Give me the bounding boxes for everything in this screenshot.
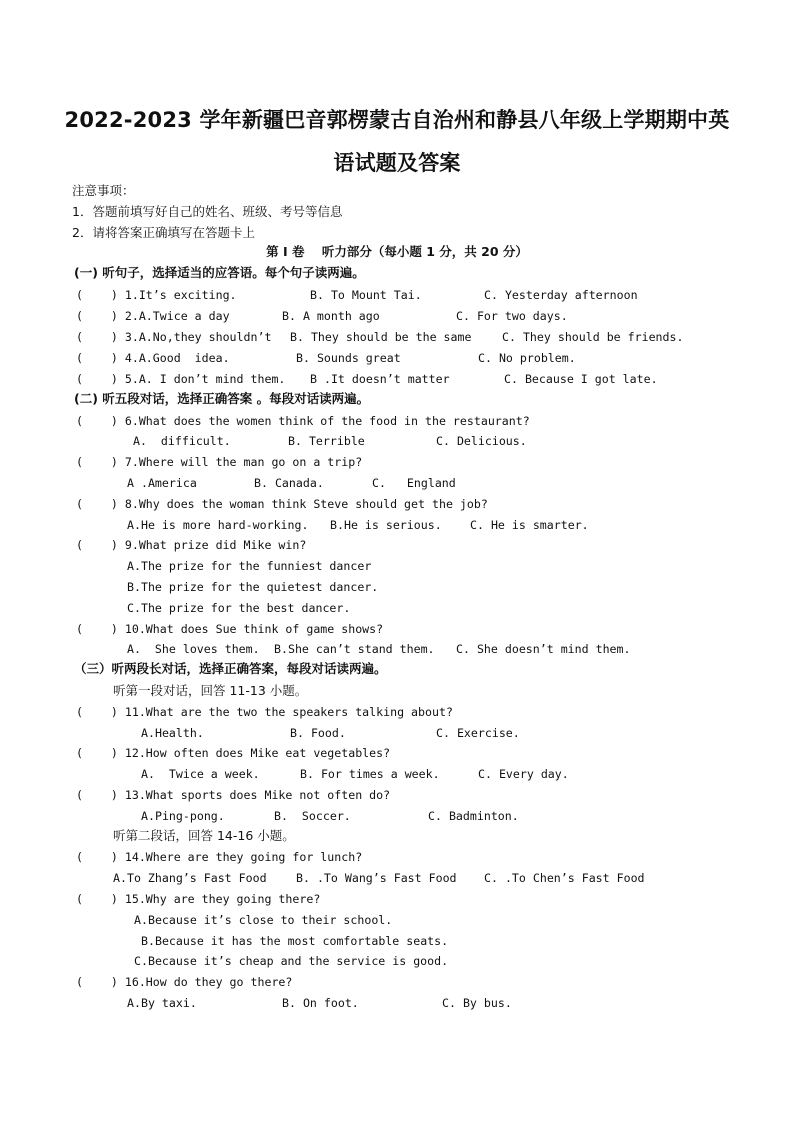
option: A. difficult.	[133, 434, 231, 448]
question-stem: ( ) 10.What does Sue think of game shows?	[76, 622, 384, 636]
option: B. They should be the same	[290, 330, 472, 344]
option: C.The prize for the best dancer.	[127, 601, 351, 615]
section-1-heading: (一) 听句子，选择适当的应答语。每个句子读两遍。	[74, 265, 365, 280]
option: A.By taxi.	[127, 996, 197, 1010]
document-title-line2: 语试题及答案	[333, 151, 461, 175]
option: A .America	[127, 476, 197, 490]
option: A. She loves them.	[127, 642, 260, 656]
option: B. To Mount Tai.	[310, 288, 422, 302]
option: C. For two days.	[456, 309, 568, 323]
option: C. Badminton.	[428, 809, 519, 823]
option: C. He is smarter.	[470, 518, 589, 532]
option: A.He is more hard-working.	[127, 518, 309, 532]
option: B .It doesn’t matter	[310, 372, 450, 386]
notice-item-1: 1．答题前填写好自己的姓名、班级、考号等信息	[72, 204, 343, 219]
question-stem: ( ) 5.A. I don’t mind them.	[76, 372, 286, 386]
dialog-1-instruction: 听第一段对话，回答 11-13 小题。	[113, 683, 308, 698]
question-stem: ( ) 11.What are the two the speakers talking about?	[76, 705, 453, 719]
option: A.To Zhang’s Fast Food	[113, 871, 267, 885]
document-title-line1: 2022-2023 学年新疆巴音郭楞蒙古自治州和静县八年级上学期期中英	[64, 108, 730, 132]
option: C. By bus.	[442, 996, 512, 1010]
notice-heading: 注意事项：	[72, 183, 135, 198]
section-2-heading: (二) 听五段对话，选择正确答案 。每段对话读两遍。	[74, 391, 370, 406]
question-stem: ( ) 8.Why does the woman think Steve should get the job?	[76, 497, 488, 511]
option: C. Yesterday afternoon	[484, 288, 638, 302]
question-stem: ( ) 13.What sports does Mike not often do?	[76, 788, 391, 802]
option: C. She doesn’t mind them.	[456, 642, 631, 656]
question-stem: ( ) 6.What does the women think of the food in the restaurant?	[76, 414, 530, 428]
option: B. Soccer.	[274, 809, 351, 823]
option: B. .To Wang’s Fast Food	[296, 871, 457, 885]
option: C. .To Chen’s Fast Food	[484, 871, 645, 885]
question-stem: ( ) 1.It’s exciting.	[76, 288, 237, 302]
option: A.Ping-pong.	[141, 809, 225, 823]
option: A.Health.	[141, 726, 204, 740]
question-stem: ( ) 12.How often does Mike eat vegetables?	[76, 746, 391, 760]
question-stem: ( ) 3.A.No,they shouldn’t	[76, 330, 272, 344]
option: C. Because I got late.	[504, 372, 658, 386]
option: C. They should be friends.	[502, 330, 684, 344]
option: B. On foot.	[282, 996, 359, 1010]
option: B. Food.	[290, 726, 346, 740]
notice-item-2: 2．请将答案正确填写在答题卡上	[72, 225, 255, 240]
option: C. Delicious.	[436, 434, 527, 448]
option: A.Because it’s close to their school.	[134, 913, 393, 927]
option: B. Terrible	[288, 434, 365, 448]
option: B. Sounds great	[296, 351, 401, 365]
option: B.Because it has the most comfortable seats.	[141, 934, 449, 948]
option: C. England	[372, 476, 456, 490]
section-3-heading: （三）听两段长对话，选择正确答案，每段对话读两遍。	[74, 661, 387, 676]
question-stem: ( ) 9.What prize did Mike win?	[76, 538, 307, 552]
question-stem: ( ) 16.How do they go there?	[76, 975, 293, 989]
option: C. No problem.	[478, 351, 576, 365]
question-stem: ( ) 4.A.Good idea.	[76, 351, 230, 365]
part-heading: 第 I 卷 听力部分（每小题 1 分，共 20 分）	[266, 244, 528, 259]
option: B. For times a week.	[300, 767, 440, 781]
option: A.The prize for the funniest dancer	[127, 559, 372, 573]
option: C.Because it’s cheap and the service is good.	[134, 954, 449, 968]
question-stem: ( ) 7.Where will the man go on a trip?	[76, 455, 363, 469]
option: B. A month ago	[282, 309, 380, 323]
dialog-2-instruction: 听第二段话，回答 14-16 小题。	[113, 828, 295, 843]
option: B.The prize for the quietest dancer.	[127, 580, 379, 594]
question-stem: ( ) 2.A.Twice a day	[76, 309, 230, 323]
option: C. Exercise.	[436, 726, 520, 740]
option: C. Every day.	[478, 767, 569, 781]
option: B.She can’t stand them.	[274, 642, 435, 656]
question-stem: ( ) 15.Why are they going there?	[76, 892, 321, 906]
option: B.He is serious.	[330, 518, 442, 532]
option: B. Canada.	[254, 476, 324, 490]
option: A. Twice a week.	[141, 767, 260, 781]
question-stem: ( ) 14.Where are they going for lunch?	[76, 850, 363, 864]
